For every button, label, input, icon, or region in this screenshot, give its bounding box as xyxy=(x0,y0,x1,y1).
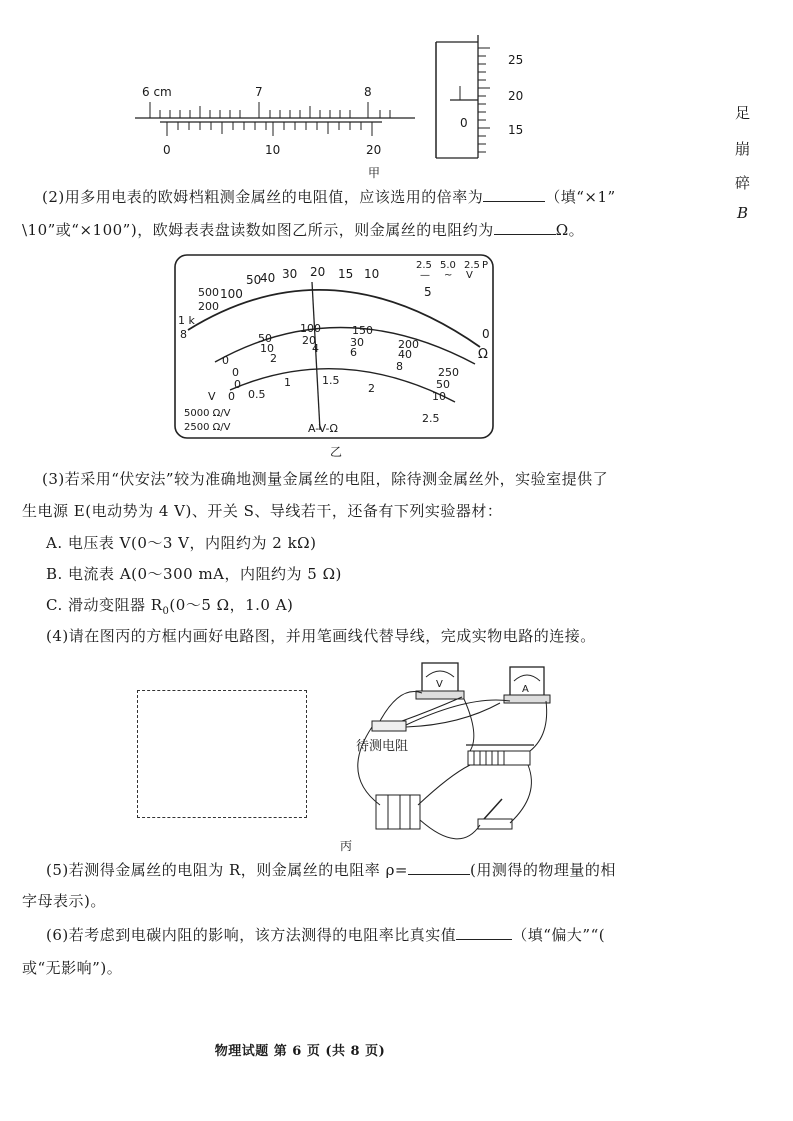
low-tick-1.5: 1.5 xyxy=(322,374,340,387)
q3-item-a: A. 电压表 V(0～3 V，内阻约为 2 kΩ) xyxy=(46,534,317,552)
figure-bing-circuit xyxy=(340,655,570,855)
q3-item-c-post: (0～5 Ω，1.0 A) xyxy=(169,596,294,614)
side-note-2: 崩 xyxy=(735,140,751,158)
q2-line2-text: \10”或“×100”)，欧姆表表盘读数如图乙所示，则金属丝的电阻约为 xyxy=(22,221,494,239)
q5-line1-tail: (用测得的物理量的相 xyxy=(469,861,616,879)
ohm-tick-100: 100 xyxy=(220,287,243,301)
q3-item-c-sub: 0 xyxy=(162,606,170,617)
ohm-tick-10: 10 xyxy=(364,267,380,281)
top-right-4: P xyxy=(482,260,489,271)
main-scale-label-8: 8 xyxy=(364,85,372,99)
q2-blank-1[interactable] xyxy=(483,187,545,202)
dc-250-tick-250: 250 xyxy=(438,366,459,379)
figure-jia-caption: 甲 xyxy=(368,166,381,180)
dc-250-tick-0: 0 xyxy=(222,354,229,367)
q2-line2 xyxy=(22,219,584,240)
low-tick-1: 1 xyxy=(284,376,291,389)
vernier-label-20: 20 xyxy=(366,143,382,157)
top-right-3: 2.5 xyxy=(464,260,480,271)
top-right-sub-1: — xyxy=(420,270,430,281)
dc-250-tick-50: 50 xyxy=(258,332,272,345)
low-tick-0: 0 xyxy=(228,390,235,403)
ohm-tick-200: 200 xyxy=(198,300,219,313)
voltmeter xyxy=(416,663,464,699)
main-scale-label-6cm: 6 cm xyxy=(142,85,172,99)
ammeter xyxy=(504,667,550,703)
micrometer xyxy=(436,35,523,158)
dc-50-tick-0: 0 xyxy=(232,366,239,379)
q3-line2: 生电源 E(电动势为 4 V)、开关 S、导线若干，还备有下列实验器材： xyxy=(22,502,503,520)
figure-yi-multimeter xyxy=(170,252,500,462)
dc-10-tick-0: 0 xyxy=(234,378,241,391)
q2-line1-text: (2)用多用电表的欧姆档粗测金属丝的电阻值，应该选用的倍率为 xyxy=(42,188,484,206)
figure-jia xyxy=(120,30,560,180)
ohm-tick-1k: 1 k xyxy=(178,314,195,327)
side-note-4: B xyxy=(737,204,749,222)
dc-10-tick-4: 4 xyxy=(312,342,319,355)
ohm-tick-40: 40 xyxy=(260,271,276,285)
voltmeter-label: V xyxy=(436,679,443,690)
ohm-tick-20: 20 xyxy=(310,265,326,279)
ohm-symbol: Ω xyxy=(478,347,488,362)
q2-line1 xyxy=(42,186,616,207)
q3-item-c-pre: C. 滑动变阻器 R xyxy=(46,596,163,614)
q2-line1-tail: （填“×1” xyxy=(545,188,616,206)
left-label-5000: 5000 Ω/V xyxy=(184,408,231,419)
low-tick-2: 2 xyxy=(368,382,375,395)
q4-line1: (4)请在图丙的方框内画好电路图，并用笔画线代替导线，完成实物电路的连接。 xyxy=(46,627,596,645)
switch xyxy=(478,799,512,829)
vernier-label-10: 10 xyxy=(265,143,281,157)
caliper-main-ticks xyxy=(150,102,390,118)
top-right-2: 5.0 xyxy=(440,260,456,271)
rheostat xyxy=(466,745,534,765)
vernier-label-0: 0 xyxy=(163,143,171,157)
q5-line1-text: (5)若测得金属丝的电阻为 R，则金属丝的电阻率 ρ= xyxy=(46,861,408,879)
q6-line1-tail: （填“偏大”“( xyxy=(512,926,606,944)
low-tick-0.5: 0.5 xyxy=(248,388,266,401)
dc-10-tick-6: 6 xyxy=(350,346,357,359)
dc-50-tick-10: 10 xyxy=(260,342,274,355)
dc-50-tick-20: 20 xyxy=(302,334,316,347)
top-right-sub-3: V xyxy=(466,270,473,281)
page-footer: 物理试题 第 6 页 (共 8 页) xyxy=(214,1044,386,1059)
battery xyxy=(376,795,420,829)
figure-yi-caption: 乙 xyxy=(330,445,343,459)
ohm-tick-500: 500 xyxy=(198,286,219,299)
micrometer-label-15: 15 xyxy=(508,123,524,137)
micrometer-label-25: 25 xyxy=(508,53,524,67)
dc-10-tick-2: 2 xyxy=(270,352,277,365)
dial-pointer xyxy=(312,282,320,430)
left-label-2500: 2500 Ω/V xyxy=(184,422,231,433)
q3-item-c xyxy=(46,594,293,617)
dc-10-tick-10: 10 xyxy=(432,390,446,403)
micrometer-label-0: 0 xyxy=(460,116,468,130)
ammeter-label: A xyxy=(522,684,529,695)
top-right-1: 2.5 xyxy=(416,260,432,271)
ohm-tick-50: 50 xyxy=(246,273,262,287)
q6-line1-text: (6)若考虑到电碳内阻的影响，该方法测得的电阻率比真实值 xyxy=(46,926,457,944)
q5-blank[interactable] xyxy=(408,860,470,875)
ohm-tick-5: 5 xyxy=(424,285,432,299)
left-label-8: 8 xyxy=(180,328,187,341)
ohm-tick-0: 0 xyxy=(482,327,490,341)
resistor-label: 待测电阻 xyxy=(356,739,409,754)
q2-line2-tail: Ω。 xyxy=(555,221,585,239)
dc-250-tick-150: 150 xyxy=(352,324,373,337)
q6-line1 xyxy=(46,924,605,945)
side-note-1: 足 xyxy=(735,104,751,122)
main-scale-label-7: 7 xyxy=(255,85,263,99)
dc-250-tick-100: 100 xyxy=(300,322,321,335)
low-tick-2.5: 2.5 xyxy=(422,412,440,425)
side-note-3: 碎 xyxy=(735,174,751,192)
dc-50-tick-40: 40 xyxy=(398,348,412,361)
circuit-diagram-box[interactable] xyxy=(137,690,307,818)
dc-50-tick-50: 50 xyxy=(436,378,450,391)
q3-line1: (3)若采用“伏安法”较为准确地测量金属丝的电阻，除待测金属丝外，实验室提供了 xyxy=(42,470,609,488)
q6-blank[interactable] xyxy=(456,925,512,940)
q3-item-b: B. 电流表 A(0～300 mA，内阻约为 5 Ω) xyxy=(46,565,342,583)
dc-250-tick-200: 200 xyxy=(398,338,419,351)
dc-50-tick-30: 30 xyxy=(350,336,364,349)
ohm-tick-15: 15 xyxy=(338,267,354,281)
left-label-v: V xyxy=(208,390,216,403)
ohm-tick-30: 30 xyxy=(282,267,298,281)
q6-line2: 或“无影响”)。 xyxy=(22,959,123,977)
caliper-vernier-ticks xyxy=(167,122,372,136)
resistor-under-test xyxy=(372,721,406,731)
top-right-sub-2: ~ xyxy=(444,270,453,281)
q5-line2: 字母表示)。 xyxy=(22,892,106,910)
q2-blank-2[interactable] xyxy=(494,220,556,235)
q5-line1 xyxy=(46,859,616,880)
figure-bing-caption: 丙 xyxy=(340,839,353,853)
dc-10-tick-8: 8 xyxy=(396,360,403,373)
micrometer-label-20: 20 xyxy=(508,89,524,103)
bottom-label-avo: A-V-Ω xyxy=(308,422,338,435)
